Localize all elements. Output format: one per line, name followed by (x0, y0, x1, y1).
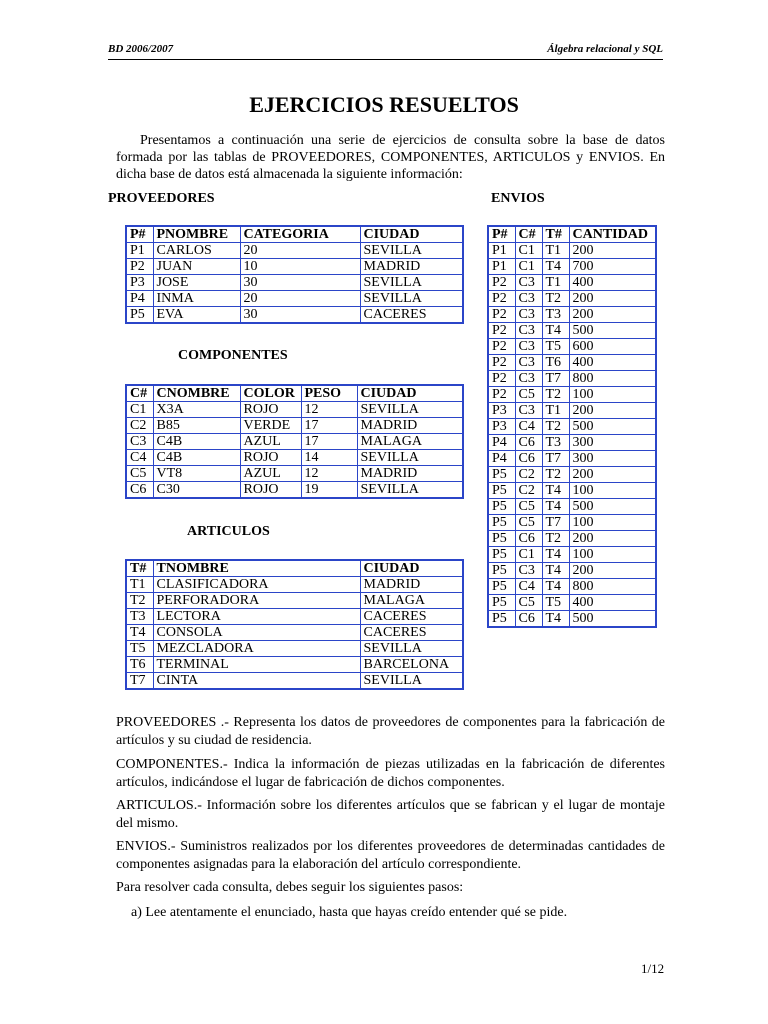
proveedores-column-header: CATEGORIA (240, 226, 360, 243)
envios-cell: P4 (488, 435, 515, 451)
envios-cell: C3 (515, 323, 542, 339)
componentes-column-header: PESO (301, 385, 357, 402)
envios-cell: T3 (542, 307, 569, 323)
envios-cell: T3 (542, 435, 569, 451)
envios-cell: P2 (488, 371, 515, 387)
envios-cell: P5 (488, 563, 515, 579)
envios-cell: T1 (542, 275, 569, 291)
envios-header-row (488, 226, 656, 243)
envios-cell: P2 (488, 291, 515, 307)
componentes-cell: 17 (301, 434, 357, 450)
envios-cell: T5 (542, 339, 569, 355)
desc-proveedores: PROVEEDORES .- Representa los datos de proveedores de componentes para la fabricación de artículos y su ciudad de residencia. (116, 715, 665, 748)
table-row (488, 531, 656, 547)
componentes-cell: MADRID (357, 466, 463, 482)
envios-cell: T2 (542, 291, 569, 307)
envios-cell: P5 (488, 547, 515, 563)
articulos-cell: BARCELONA (360, 657, 463, 673)
proveedores-cell: JOSE (153, 275, 240, 291)
articulos-cell: CACERES (360, 625, 463, 641)
componentes-cell: C3 (126, 434, 153, 450)
proveedores-header-row (126, 226, 463, 243)
envios-cell: T7 (542, 451, 569, 467)
table-row (488, 579, 656, 595)
envios-cell: 500 (569, 419, 656, 435)
table-row (488, 419, 656, 435)
table-row (488, 355, 656, 371)
envios-column-header: T# (542, 226, 569, 243)
articulos-cell: MALAGA (360, 593, 463, 609)
proveedores-cell: INMA (153, 291, 240, 307)
proveedores-cell: P2 (126, 259, 153, 275)
envios-column-header: C# (515, 226, 542, 243)
envios-cell: C6 (515, 435, 542, 451)
envios-cell: 200 (569, 291, 656, 307)
proveedores-cell: 30 (240, 307, 360, 324)
componentes-cell: MADRID (357, 418, 463, 434)
table-row (488, 403, 656, 419)
table-row (488, 243, 656, 259)
componentes-cell: SEVILLA (357, 402, 463, 418)
proveedores-cell: CARLOS (153, 243, 240, 259)
envios-cell: T4 (542, 579, 569, 595)
proveedores-column-header: CIUDAD (360, 226, 463, 243)
envios-cell: T1 (542, 243, 569, 259)
envios-cell: P2 (488, 307, 515, 323)
envios-cell: P5 (488, 483, 515, 499)
articulos-cell: LECTORA (153, 609, 360, 625)
table-row (126, 593, 463, 609)
desc-envios: ENVIOS.- Suministros realizados por los diferentes proveedores de determinadas cantidades de componentes asignadas para la elaboración del artículo correspondiente. (116, 839, 665, 872)
componentes-cell: B85 (153, 418, 240, 434)
articulos-cell: T2 (126, 593, 153, 609)
componentes-cell: C4 (126, 450, 153, 466)
componentes-header-row (126, 385, 463, 402)
envios-cell: P2 (488, 275, 515, 291)
componentes-cell: C30 (153, 482, 240, 499)
articulos-cell: CINTA (153, 673, 360, 690)
table-row (126, 657, 463, 673)
envios-column-header: CANTIDAD (569, 226, 656, 243)
componentes-cell: C2 (126, 418, 153, 434)
articulos-cell: CLASIFICADORA (153, 577, 360, 593)
envios-cell: 100 (569, 483, 656, 499)
envios-cell: T4 (542, 259, 569, 275)
componentes-cell: 19 (301, 482, 357, 499)
envios-cell: P2 (488, 387, 515, 403)
envios-cell: T4 (542, 323, 569, 339)
proveedores-cell: 30 (240, 275, 360, 291)
table-row (126, 243, 463, 259)
envios-cell: P5 (488, 515, 515, 531)
table-row (126, 307, 463, 324)
articulos-cell: CONSOLA (153, 625, 360, 641)
componentes-cell: C6 (126, 482, 153, 499)
proveedores-column-header: P# (126, 226, 153, 243)
componentes-column-header: CIUDAD (357, 385, 463, 402)
envios-cell: T6 (542, 355, 569, 371)
componentes-cell: 14 (301, 450, 357, 466)
table-row (488, 563, 656, 579)
envios-cell: 100 (569, 515, 656, 531)
envios-cell: 100 (569, 387, 656, 403)
envios-cell: T4 (542, 611, 569, 628)
componentes-cell: AZUL (240, 466, 301, 482)
table-row (126, 466, 463, 482)
articulos-cell: SEVILLA (360, 673, 463, 690)
envios-cell: P1 (488, 259, 515, 275)
envios-cell: 100 (569, 547, 656, 563)
componentes-cell: ROJO (240, 482, 301, 499)
header-subject: Álgebra relacional y SQL (547, 43, 663, 55)
articulos-table (125, 559, 464, 690)
envios-cell: 200 (569, 403, 656, 419)
articulos-column-header: T# (126, 560, 153, 577)
envios-cell: P2 (488, 323, 515, 339)
envios-cell: P4 (488, 451, 515, 467)
proveedores-cell: SEVILLA (360, 275, 463, 291)
envios-cell: T2 (542, 387, 569, 403)
proveedores-cell: CACERES (360, 307, 463, 324)
envios-cell: P5 (488, 531, 515, 547)
articulos-cell: CACERES (360, 609, 463, 625)
envios-cell: 200 (569, 307, 656, 323)
componentes-cell: 12 (301, 466, 357, 482)
articulos-cell: MADRID (360, 577, 463, 593)
articulos-cell: T7 (126, 673, 153, 690)
articulos-cell: T1 (126, 577, 153, 593)
envios-cell: 300 (569, 435, 656, 451)
componentes-cell: C4B (153, 434, 240, 450)
proveedores-cell: EVA (153, 307, 240, 324)
table-row (126, 577, 463, 593)
envios-cell: 200 (569, 467, 656, 483)
envios-cell: T2 (542, 531, 569, 547)
proveedores-cell: 20 (240, 243, 360, 259)
envios-cell: 300 (569, 451, 656, 467)
table-row (488, 275, 656, 291)
table-row (126, 625, 463, 641)
componentes-cell: C5 (126, 466, 153, 482)
envios-cell: C3 (515, 291, 542, 307)
articulos-cell: MEZCLADORA (153, 641, 360, 657)
componentes-cell: ROJO (240, 402, 301, 418)
table-row (488, 339, 656, 355)
table-row (488, 483, 656, 499)
table-row (126, 259, 463, 275)
table-row (488, 291, 656, 307)
envios-cell: T4 (542, 483, 569, 499)
envios-cell: T4 (542, 563, 569, 579)
articulos-cell: T5 (126, 641, 153, 657)
componentes-cell: VERDE (240, 418, 301, 434)
envios-cell: C3 (515, 307, 542, 323)
envios-cell: P2 (488, 339, 515, 355)
envios-cell: 200 (569, 531, 656, 547)
table-row (126, 434, 463, 450)
desc-componentes: COMPONENTES.- Indica la información de piezas utilizadas en la fabricación de diferentes artículos, indicándose el lugar de fabricación de dichos componentes. (116, 757, 665, 790)
table-row (488, 307, 656, 323)
envios-cell: T4 (542, 547, 569, 563)
instructions-intro: Para resolver cada consulta, debes seguir los siguientes pasos: (116, 880, 464, 895)
envios-cell: C5 (515, 515, 542, 531)
envios-cell: C3 (515, 371, 542, 387)
componentes-cell: SEVILLA (357, 450, 463, 466)
envios-cell: 500 (569, 611, 656, 628)
envios-cell: C4 (515, 579, 542, 595)
componentes-cell: C4B (153, 450, 240, 466)
table-row (126, 450, 463, 466)
proveedores-cell: P1 (126, 243, 153, 259)
articulos-cell: PERFORADORA (153, 593, 360, 609)
envios-cell: P5 (488, 579, 515, 595)
table-row (126, 402, 463, 418)
envios-cell: C6 (515, 531, 542, 547)
header-course: BD 2006/2007 (108, 43, 174, 55)
desc-articulos: ARTICULOS.- Información sobre los diferentes artículos que se fabrican y el lugar de montaje del mismo. (116, 798, 665, 831)
envios-label: ENVIOS (491, 191, 545, 206)
envios-cell: 600 (569, 339, 656, 355)
articulos-cell: T3 (126, 609, 153, 625)
envios-cell: C3 (515, 339, 542, 355)
envios-cell: 500 (569, 499, 656, 515)
envios-cell: P5 (488, 499, 515, 515)
envios-cell: C2 (515, 467, 542, 483)
componentes-cell: AZUL (240, 434, 301, 450)
envios-cell: 800 (569, 579, 656, 595)
componentes-cell: 17 (301, 418, 357, 434)
envios-cell: 200 (569, 243, 656, 259)
table-row (126, 482, 463, 499)
envios-column-header: P# (488, 226, 515, 243)
table-row (126, 673, 463, 690)
table-row (488, 499, 656, 515)
table-row (126, 418, 463, 434)
envios-table (487, 225, 657, 628)
componentes-column-header: CNOMBRE (153, 385, 240, 402)
table-row (488, 515, 656, 531)
table-row (126, 641, 463, 657)
proveedores-cell: SEVILLA (360, 291, 463, 307)
envios-cell: C3 (515, 275, 542, 291)
envios-cell: T1 (542, 403, 569, 419)
proveedores-cell: JUAN (153, 259, 240, 275)
componentes-cell: 12 (301, 402, 357, 418)
envios-cell: T7 (542, 515, 569, 531)
componentes-cell: SEVILLA (357, 482, 463, 499)
envios-cell: C4 (515, 419, 542, 435)
table-row (488, 259, 656, 275)
envios-cell: C5 (515, 387, 542, 403)
envios-cell: T2 (542, 419, 569, 435)
proveedores-column-header: PNOMBRE (153, 226, 240, 243)
envios-cell: 400 (569, 595, 656, 611)
proveedores-cell: 20 (240, 291, 360, 307)
table-row (488, 547, 656, 563)
envios-cell: P5 (488, 595, 515, 611)
articulos-cell: T6 (126, 657, 153, 673)
articulos-header-row (126, 560, 463, 577)
articulos-cell: TERMINAL (153, 657, 360, 673)
articulos-label: ARTICULOS (187, 524, 270, 539)
articulos-column-header: CIUDAD (360, 560, 463, 577)
envios-cell: P1 (488, 243, 515, 259)
table-row (488, 387, 656, 403)
componentes-cell: C1 (126, 402, 153, 418)
envios-cell: 500 (569, 323, 656, 339)
proveedores-cell: 10 (240, 259, 360, 275)
componentes-label: COMPONENTES (178, 348, 288, 363)
articulos-cell: SEVILLA (360, 641, 463, 657)
page-title: EJERCICIOS RESUELTOS (249, 92, 519, 117)
table-row (126, 291, 463, 307)
envios-cell: C2 (515, 483, 542, 499)
envios-cell: 200 (569, 563, 656, 579)
envios-cell: 400 (569, 275, 656, 291)
table-row (488, 435, 656, 451)
proveedores-label: PROVEEDORES (108, 191, 215, 206)
envios-cell: 400 (569, 355, 656, 371)
componentes-column-header: COLOR (240, 385, 301, 402)
envios-cell: C3 (515, 403, 542, 419)
envios-cell: C1 (515, 243, 542, 259)
componentes-cell: ROJO (240, 450, 301, 466)
envios-cell: C5 (515, 499, 542, 515)
envios-cell: P5 (488, 611, 515, 628)
envios-cell: C3 (515, 355, 542, 371)
table-row (488, 323, 656, 339)
envios-cell: P2 (488, 355, 515, 371)
envios-cell: C6 (515, 451, 542, 467)
table-row (488, 371, 656, 387)
componentes-column-header: C# (126, 385, 153, 402)
proveedores-table (125, 225, 464, 324)
table-row (488, 595, 656, 611)
envios-cell: P3 (488, 403, 515, 419)
componentes-cell: VT8 (153, 466, 240, 482)
envios-cell: P5 (488, 467, 515, 483)
proveedores-cell: P4 (126, 291, 153, 307)
componentes-cell: MALAGA (357, 434, 463, 450)
instruction-step-a: a) Lee atentamente el enunciado, hasta que hayas creído entender qué se pide. (131, 905, 568, 920)
envios-cell: C5 (515, 595, 542, 611)
envios-cell: 700 (569, 259, 656, 275)
envios-cell: T5 (542, 595, 569, 611)
envios-cell: C1 (515, 547, 542, 563)
envios-cell: P3 (488, 419, 515, 435)
envios-cell: C3 (515, 563, 542, 579)
articulos-column-header: TNOMBRE (153, 560, 360, 577)
proveedores-cell: P3 (126, 275, 153, 291)
envios-cell: 800 (569, 371, 656, 387)
page-header (108, 43, 663, 60)
intro-paragraph: Presentamos a continuación una serie de ejercicios de consulta sobre la base de datos formada por las tablas de PROVEEDORES, COMPONENTES, ARTICULOS y ENVIOS. En dicha base de datos está almacenada la siguiente información: (116, 133, 665, 182)
proveedores-cell: P5 (126, 307, 153, 324)
page-number: 1/12 (641, 961, 665, 976)
envios-cell: T2 (542, 467, 569, 483)
proveedores-cell: MADRID (360, 259, 463, 275)
envios-cell: T4 (542, 499, 569, 515)
table-row (126, 609, 463, 625)
proveedores-cell: SEVILLA (360, 243, 463, 259)
componentes-cell: X3A (153, 402, 240, 418)
table-row (488, 467, 656, 483)
componentes-table (125, 384, 464, 499)
envios-cell: T7 (542, 371, 569, 387)
envios-cell: C1 (515, 259, 542, 275)
table-row (488, 611, 656, 628)
envios-cell: C6 (515, 611, 542, 628)
table-row (126, 275, 463, 291)
articulos-cell: T4 (126, 625, 153, 641)
table-row (488, 451, 656, 467)
